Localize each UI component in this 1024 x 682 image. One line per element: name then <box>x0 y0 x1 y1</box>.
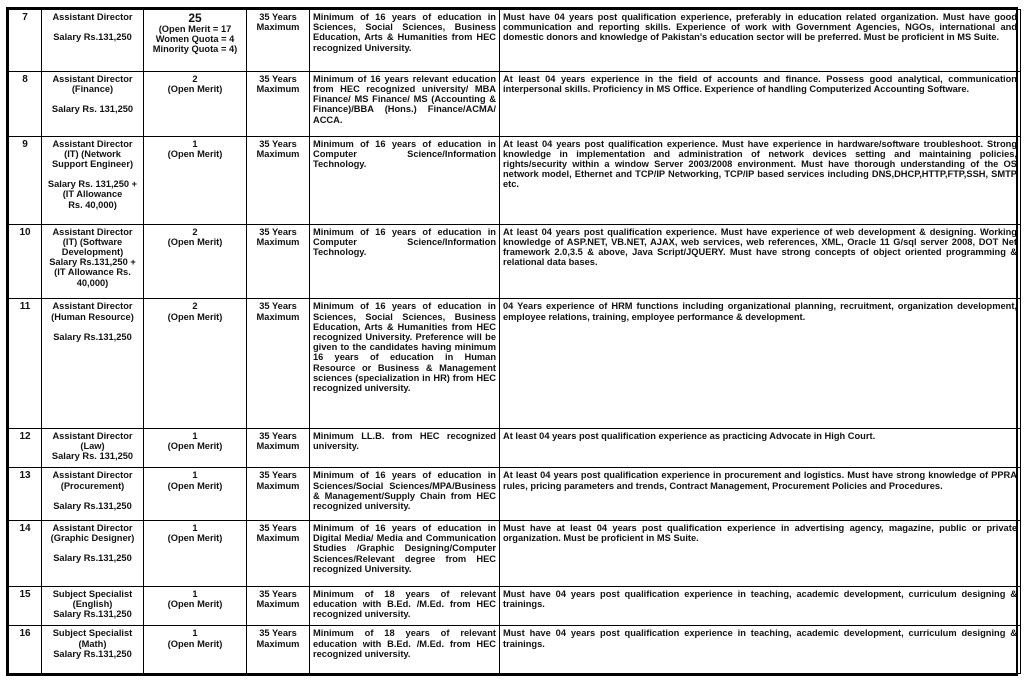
salary-text: Rs. 40,000) <box>68 199 117 210</box>
seats-cell <box>144 136 247 224</box>
age-limit-text: Maximum <box>256 83 300 94</box>
experience-cell: Must have 04 years post qualification experience in teaching, academic development, curriculum designing & trainings. <box>500 586 1021 625</box>
table-row <box>9 428 1021 467</box>
post-title: Subject Specialist <box>52 628 133 639</box>
seats-cell <box>144 10 247 72</box>
age-limit-text: 35 Years <box>259 470 297 481</box>
seats-cell <box>144 521 247 587</box>
age-limit-text: 35 Years <box>259 430 297 441</box>
education-cell: Minimum of 16 years of education in Sciences/Social Sciences/MPA/Business & Management/Supply Chain from HEC recognized university. <box>310 468 500 521</box>
post-title: (Law) <box>80 441 105 452</box>
salary-text: Salary Rs. 131,250 <box>51 104 134 115</box>
salary-text: Salary Rs.131,250 <box>53 648 132 659</box>
table-row <box>9 586 1021 625</box>
age-limit-cell <box>247 626 310 674</box>
post-title: (Math) <box>78 638 107 649</box>
seats-text: (Open Merit = 17 <box>158 24 232 34</box>
seats-cell <box>144 71 247 136</box>
spacer <box>45 94 140 104</box>
post-title: Assistant Director <box>52 430 133 441</box>
age-limit-text: 35 Years <box>259 588 297 599</box>
post-title: Assistant Director <box>52 226 133 237</box>
age-limit-text: Maximum <box>256 236 300 247</box>
serial-number: 7 <box>9 10 42 72</box>
education-cell: Minimum of 18 years of relevant education with B.Ed. /M.Ed. from HEC recognized university. <box>310 586 500 625</box>
seats-cell <box>144 468 247 521</box>
age-limit-text: 35 Years <box>259 12 297 22</box>
salary-text: Salary Rs.131,250 + <box>49 257 136 268</box>
post-title: Assistant Director <box>52 138 133 149</box>
table-row <box>9 71 1021 136</box>
experience-cell: At least 04 years post qualification experience in procurement and logistics. Must have strong knowledge of PPRA rules, pricing parameters and trends, Contract Management, Procurement Policies and Procedures. <box>500 468 1021 521</box>
seats-text: (Open Merit) <box>167 236 223 247</box>
post-title: (Graphic Designer) <box>50 533 135 544</box>
serial-number: 15 <box>9 586 42 625</box>
age-limit-text: Maximum <box>256 311 300 322</box>
experience-cell: At least 04 years post qualification experience. Must have experience of web development & designing. Working knowledge of ASP.NET, VB.NET, AJAX, web services, web references, XML, Oracle 11 G/sql server 2008, DOT Net framework 2.0,3.5 & above, Java Script/JQUERY. Must have strong concepts of object oriented programming & relational data bases. <box>500 224 1021 299</box>
seats-cell <box>144 586 247 625</box>
spacer <box>45 169 140 179</box>
seats-text: (Open Merit) <box>167 83 223 94</box>
seats-text: (Open Merit) <box>167 311 223 322</box>
experience-cell: Must have at least 04 years post qualification experience in advertising agency, magazine, public or private organization. Must be proficient in MS Suite. <box>500 521 1021 587</box>
post-title: Assistant Director <box>52 523 133 534</box>
post-title: (English) <box>72 599 113 610</box>
seats-text: (Open Merit) <box>167 148 223 159</box>
education-cell: Minimum of 16 years of education in Digital Media/ Media and Communication Studies /Graphic Designing/Computer Sciences/Relevant degree from HEC recognized University. <box>310 521 500 587</box>
seats-text: (Open Merit) <box>167 480 223 491</box>
education-cell: Minimum of 16 years of education in Computer Science/Information Technology. <box>310 224 500 299</box>
age-limit-text: Maximum <box>256 480 300 491</box>
serial-number: 14 <box>9 521 42 587</box>
post-title: (IT) (Network <box>64 148 121 159</box>
experience-cell: At least 04 years post qualification experience as practicing Advocate in High Court. <box>500 428 1021 467</box>
table-row <box>9 136 1021 224</box>
post-title: (Procurement) <box>60 480 125 491</box>
age-limit-cell <box>247 299 310 429</box>
salary-text: (IT Allowance Rs. <box>54 267 131 278</box>
experience-cell: 04 Years experience of HRM functions including organizational planning, recruitment, organization development, employee relations, training, employee performance & development. <box>500 299 1021 429</box>
seats-text: 2 <box>192 226 198 237</box>
job-table <box>8 9 1021 674</box>
age-limit-cell <box>247 71 310 136</box>
serial-number: 9 <box>9 136 42 224</box>
seats-text: 1 <box>192 588 198 599</box>
salary-text: Salary Rs.131,250 <box>53 553 132 564</box>
age-limit-text: Maximum <box>256 599 300 610</box>
seats-text: Women Quota = 4 <box>155 34 235 45</box>
post-title: Assistant Director <box>52 470 133 481</box>
age-limit-cell <box>247 428 310 467</box>
seats-text: (Open Merit) <box>167 599 223 610</box>
experience-cell: At least 04 years post qualification experience. Must have experience in hardware/software troubleshoot. Strong knowledge in implementation and administration of network devices setting and maintaining policies, rights/security within a window Server 2003/2008 environment. Must have thorough understanding of the OS network model, Ethernet and TCP/IP Networking, TCP/IP based services including DNS,DHCP,HTTP,FTP,SSH, SMTP etc. <box>500 136 1021 224</box>
age-limit-cell <box>247 468 310 521</box>
post-cell <box>42 71 144 136</box>
seats-cell <box>144 428 247 467</box>
post-title: (Human Resource) <box>51 311 134 322</box>
age-limit-cell <box>247 521 310 587</box>
age-limit-text: 35 Years <box>259 523 297 534</box>
seats-text: (Open Merit) <box>167 638 223 649</box>
experience-cell: Must have 04 years post qualification experience, preferably in education related organization. Must have good communication and reporting skills. Experience of work with Government Agencies, NGOs, international and domestic donors and knowledge of Pakistan's education sector will be preferred. Must be proficient in MS Suite. <box>500 10 1021 72</box>
salary-text: Salary Rs.131,250 <box>53 500 132 511</box>
post-title: Subject Specialist <box>52 588 133 599</box>
seats-text: 1 <box>192 138 198 149</box>
seats-text: 1 <box>192 628 198 639</box>
table-row <box>9 521 1021 587</box>
education-cell: Minimum of 18 years of relevant education with B.Ed. /M.Ed. from HEC recognized university. <box>310 626 500 674</box>
education-cell: Minimum LL.B. from HEC recognized university. <box>310 428 500 467</box>
serial-number: 13 <box>9 468 42 521</box>
table-row <box>9 299 1021 429</box>
seats-text: Minority Quota = 4) <box>152 44 238 55</box>
age-limit-text: Maximum <box>256 441 300 452</box>
education-cell: Minimum of 16 years of education in Computer Science/Information Technology. <box>310 136 500 224</box>
post-cell <box>42 521 144 587</box>
job-table-sheet <box>6 7 1018 676</box>
seats-text: 2 <box>192 73 198 84</box>
post-cell <box>42 586 144 625</box>
post-cell <box>42 626 144 674</box>
post-cell <box>42 136 144 224</box>
post-title: Support Engineer) <box>51 158 134 169</box>
post-cell <box>42 428 144 467</box>
post-cell <box>42 10 144 72</box>
age-limit-text: Maximum <box>256 148 300 159</box>
age-limit-text: Maximum <box>256 22 300 33</box>
seats-cell <box>144 224 247 299</box>
experience-cell: At least 04 years experience in the field of accounts and finance. Possess good analytical, communication interpersonal skills. Proficiency in MS Office. Experience of handling Computerized Accounting Software. <box>500 71 1021 136</box>
seats-text: 1 <box>192 470 198 481</box>
table-row <box>9 468 1021 521</box>
serial-number: 12 <box>9 428 42 467</box>
age-limit-cell <box>247 224 310 299</box>
salary-text: (IT Allowance <box>62 189 123 200</box>
salary-text: Salary Rs. 131,250 + <box>47 179 138 190</box>
salary-text: Salary Rs.131,250 <box>53 32 132 43</box>
post-title: Assistant Director <box>52 73 133 84</box>
post-title: Development) <box>61 246 124 257</box>
serial-number: 8 <box>9 71 42 136</box>
age-limit-cell <box>247 586 310 625</box>
job-table-body <box>9 10 1021 674</box>
seats-text: (Open Merit) <box>167 441 223 452</box>
age-limit-text: 35 Years <box>259 138 297 149</box>
education-cell: Minimum of 16 years relevant education from HEC recognized university/ MBA Finance/ MS Finance/ MS (Accounting & Finance)/BBA (Hons.) Finance/ACMA/ ACCA. <box>310 71 500 136</box>
spacer <box>45 491 140 501</box>
post-title: (Finance) <box>71 83 114 94</box>
seats-text: 2 <box>192 301 198 312</box>
education-cell: Minimum of 16 years of education in Sciences, Social Sciences, Business Education, Arts & Humanities from HEC recognized University. <box>310 10 500 72</box>
salary-text: Salary Rs.131,250 <box>53 331 132 342</box>
age-limit-text: 35 Years <box>259 73 297 84</box>
post-cell <box>42 224 144 299</box>
age-limit-text: 35 Years <box>259 226 297 237</box>
spacer <box>45 22 140 32</box>
table-row <box>9 224 1021 299</box>
serial-number: 10 <box>9 224 42 299</box>
age-limit-cell <box>247 10 310 72</box>
age-limit-text: Maximum <box>256 533 300 544</box>
post-cell <box>42 468 144 521</box>
education-cell: Minimum of 16 years of education in Sciences, Social Sciences, Business Education, Arts & Humanities from HEC recognized University. Preference will be given to the candidates having minimum 16 years of education in Human Resource or Business & Management sciences (specialization in HR) from HEC recognized university. <box>310 299 500 429</box>
age-limit-text: Maximum <box>256 638 300 649</box>
serial-number: 16 <box>9 626 42 674</box>
spacer <box>45 543 140 553</box>
serial-number: 11 <box>9 299 42 429</box>
seats-text: (Open Merit) <box>167 533 223 544</box>
seats-text: 1 <box>192 523 198 534</box>
salary-text: 40,000) <box>76 277 109 288</box>
seats-text: 25 <box>188 11 202 25</box>
experience-cell: Must have 04 years post qualification experience in teaching, academic development, curriculum designing & trainings. <box>500 626 1021 674</box>
spacer <box>45 322 140 332</box>
age-limit-text: 35 Years <box>259 301 297 312</box>
age-limit-cell <box>247 136 310 224</box>
table-row <box>9 10 1021 72</box>
salary-text: Salary Rs. 131,250 <box>51 451 134 462</box>
age-limit-text: 35 Years <box>259 628 297 639</box>
post-title: (IT) (Software <box>62 236 123 247</box>
seats-cell <box>144 626 247 674</box>
table-row <box>9 626 1021 674</box>
seats-cell <box>144 299 247 429</box>
post-title: Assistant Director <box>52 301 133 312</box>
salary-text: Salary Rs.131,250 <box>53 609 132 620</box>
seats-text: 1 <box>192 430 198 441</box>
post-title: Assistant Director <box>52 12 133 22</box>
post-cell <box>42 299 144 429</box>
